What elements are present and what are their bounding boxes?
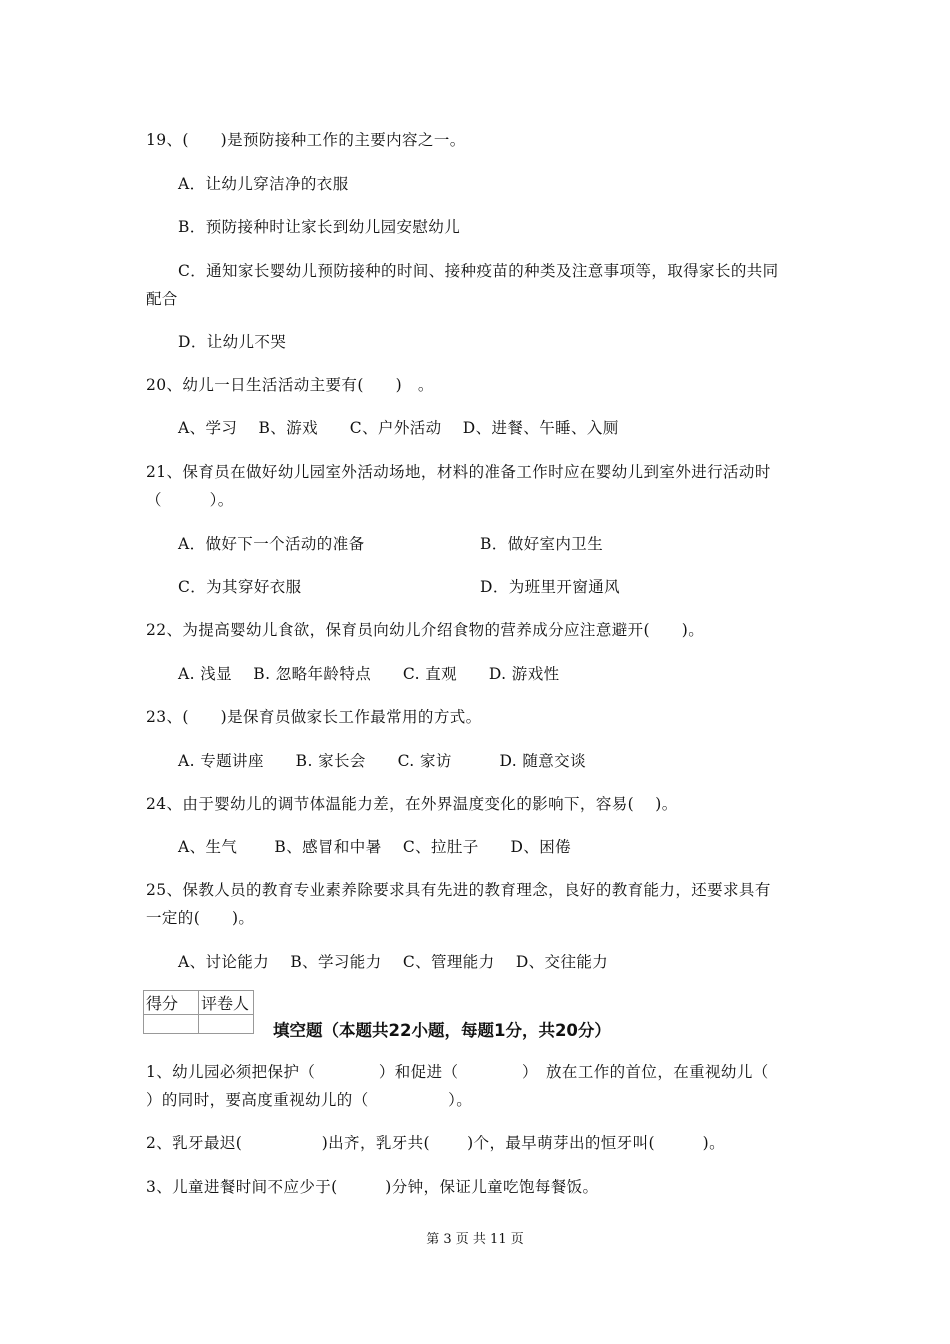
question-19-option-c: C．通知家长婴幼儿预防接种的时间、接种疫苗的种类及注意事项等，取得家长的共同 [178,262,779,280]
fill-in-2: 2、乳牙最迟( )出齐，乳牙共( )个，最早萌芽出的恒牙叫( )。 [146,1134,725,1152]
score-box [143,990,254,1034]
question-22-stem: 22、为提高婴幼儿食欲，保育员向幼儿介绍食物的营养成分应注意避开( )。 [146,621,705,639]
question-23-stem: 23、( )是保育员做家长工作最常用的方式。 [146,708,482,726]
question-25-options: A、讨论能力 B、学习能力 C、管理能力 D、交往能力 [178,953,609,971]
question-21-stem: 21、保育员在做好幼儿园室外活动场地，材料的准备工作时应在婴幼儿到室外进行活动时 [146,463,771,481]
page-footer: 第 3 页 共 11 页 [426,1232,524,1247]
question-21-option-c: C．为其穿好衣服 [178,578,302,596]
question-22-options: A. 浅显 B. 忽略年龄特点 C. 直观 D. 游戏性 [178,665,560,683]
fill-in-1-cont: ）的同时，要高度重视幼儿的（ ）。 [146,1091,473,1109]
fill-in-3: 3、儿童进餐时间不应少于( )分钟，保证儿童吃饱每餐饭。 [146,1178,599,1196]
question-20-options: A、学习 B、游戏 C、户外活动 D、进餐、午睡、入厕 [178,419,619,437]
section-title: 填空题（本题共22小题，每题1分，共20分） [273,1021,611,1040]
question-23-options: A. 专题讲座 B. 家长会 C. 家访 D. 随意交谈 [178,752,586,770]
question-19-option-c-cont: 配合 [146,290,178,308]
question-21-option-a: A．做好下一个活动的准备 [178,535,365,553]
score-label: 得分 [144,991,199,1015]
reviewer-label: 评卷人 [199,991,254,1015]
question-19-option-d: D．让幼儿不哭 [178,333,287,351]
question-19-option-b: B．预防接种时让家长到幼儿园安慰幼儿 [178,218,461,236]
fill-in-1: 1、幼儿园必须把保护（ ）和促进（ ） 放在工作的首位，在重视幼儿（ [146,1063,769,1081]
question-21-stem-cont: （ ）。 [146,491,234,509]
question-19-option-a: A．让幼儿穿洁净的衣服 [178,175,349,193]
question-24-options: A、生气 B、感冒和中暑 C、拉肚子 D、困倦 [178,838,572,856]
question-24-stem: 24、由于婴幼儿的调节体温能力差，在外界温度变化的影响下，容易( )。 [146,795,678,813]
score-cell [144,1015,199,1034]
reviewer-cell [199,1015,254,1034]
question-25-stem: 25、保教人员的教育专业素养除要求具有先进的教育理念，良好的教育能力，还要求具有 [146,881,771,899]
question-25-stem-cont: 一定的( )。 [146,909,255,927]
question-21-option-d: D．为班里开窗通风 [480,578,621,596]
question-21-option-b: B．做好室内卫生 [480,535,604,553]
question-19-stem: 19、( )是预防接种工作的主要内容之一。 [146,131,466,149]
question-20-stem: 20、幼儿一日生活活动主要有( ) 。 [146,376,434,394]
